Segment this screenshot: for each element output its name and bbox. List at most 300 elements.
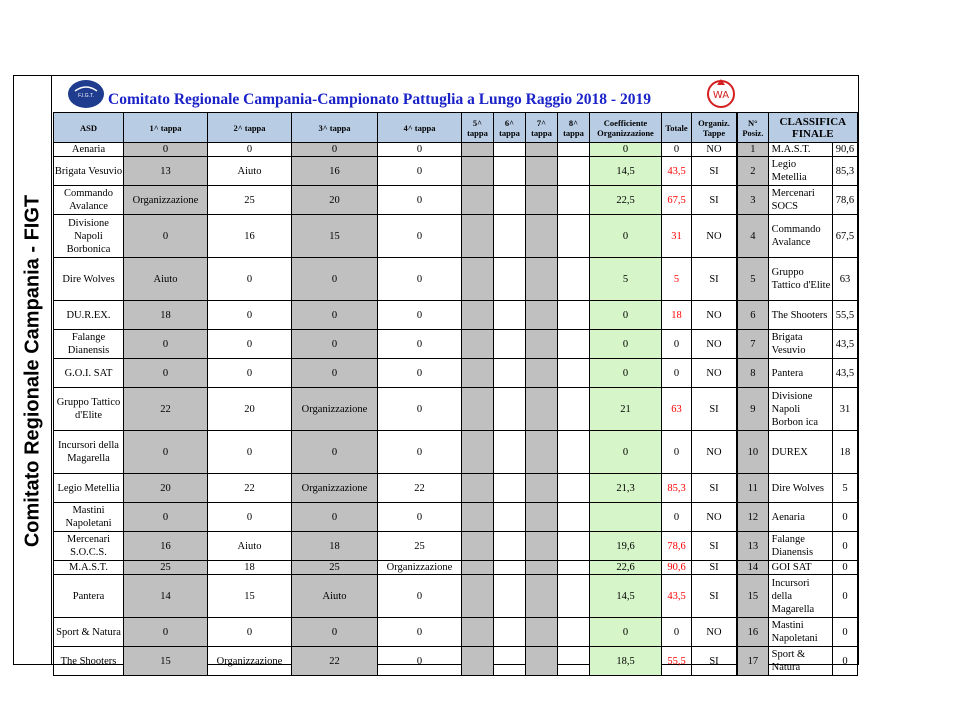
totale-value: 78,6 [662, 532, 692, 561]
tappa-6-score [494, 143, 526, 157]
tappa-4-score: 0 [378, 503, 462, 532]
team-row [54, 186, 737, 215]
tappa-8-score [558, 143, 590, 157]
tappa-1-score: 18 [124, 301, 208, 330]
totale-value: 67,5 [662, 186, 692, 215]
col-tappa-5: 5^ tappa [462, 113, 494, 143]
team-row [54, 647, 737, 676]
standings-sheet [13, 75, 859, 673]
tappa-4-score: 0 [378, 143, 462, 157]
ranking-team: The Shooters [768, 301, 832, 330]
ranking-team: Mercenari SOCS [768, 186, 832, 215]
tappa-5-score [462, 618, 494, 647]
tappa-3-score: 0 [292, 330, 378, 359]
ranking-score: 18 [832, 431, 857, 474]
tappa-6-score [494, 330, 526, 359]
coefficiente-value: 0 [590, 330, 662, 359]
ranking-score: 67,5 [832, 215, 857, 258]
emblem-text: WA [712, 90, 730, 101]
organiz-value: NO [692, 330, 737, 359]
ranking-row [738, 215, 858, 258]
tappa-7-score [526, 330, 558, 359]
ranking-score: 90,6 [832, 143, 857, 157]
side-panel [14, 76, 52, 664]
tappa-8-score [558, 330, 590, 359]
team-row [54, 618, 737, 647]
tappa-1-score: 20 [124, 474, 208, 503]
tappa-2-score: 15 [208, 575, 292, 618]
tappa-3-score: 0 [292, 503, 378, 532]
tappa-4-score: 0 [378, 431, 462, 474]
tappa-2-score: Aiuto [208, 157, 292, 186]
ranking-position: 17 [738, 647, 769, 676]
team-name: Pantera [54, 575, 124, 618]
team-row [54, 157, 737, 186]
tappa-5-score [462, 186, 494, 215]
ranking-position: 1 [738, 143, 769, 157]
ranking-score: 31 [832, 388, 857, 431]
tappa-3-score: Organizzazione [292, 388, 378, 431]
tappa-7-score [526, 301, 558, 330]
tappa-5-score [462, 301, 494, 330]
ranking-position: 4 [738, 215, 769, 258]
ranking-score: 43,5 [832, 330, 857, 359]
ranking-row [738, 532, 858, 561]
totale-value: 43,5 [662, 575, 692, 618]
tappa-5-score [462, 561, 494, 575]
team-row [54, 330, 737, 359]
ranking-position: 2 [738, 157, 769, 186]
tappa-4-score: 0 [378, 157, 462, 186]
tappa-7-score [526, 258, 558, 301]
tappa-7-score [526, 532, 558, 561]
ranking-team: Commando Avalance [768, 215, 832, 258]
ranking-body [738, 143, 858, 676]
tappa-1-score: 0 [124, 215, 208, 258]
ranking-score: 5 [832, 474, 857, 503]
team-name: Mastini Napoletani [54, 503, 124, 532]
totale-value: 0 [662, 431, 692, 474]
team-name: Dire Wolves [54, 258, 124, 301]
tappa-6-score [494, 431, 526, 474]
tappa-4-score: 0 [378, 330, 462, 359]
tappa-4-score: 0 [378, 301, 462, 330]
tappa-1-score: Organizzazione [124, 186, 208, 215]
coefficiente-value: 0 [590, 431, 662, 474]
ranking-score: 0 [832, 532, 857, 561]
tappa-3-score: 0 [292, 143, 378, 157]
ranking-score: 0 [832, 647, 857, 676]
tappa-3-score: 0 [292, 258, 378, 301]
totale-value: 31 [662, 215, 692, 258]
tappa-6-score [494, 157, 526, 186]
ranking-position: 11 [738, 474, 769, 503]
organiz-value: SI [692, 186, 737, 215]
team-row [54, 431, 737, 474]
ranking-row [738, 330, 858, 359]
coefficiente-value [590, 503, 662, 532]
ranking-team: GOI SAT [768, 561, 832, 575]
ranking-score: 0 [832, 561, 857, 575]
organiz-value: NO [692, 431, 737, 474]
ranking-position: 14 [738, 561, 769, 575]
col-coefficiente: Coefficiente Organizzazione [590, 113, 662, 143]
tappa-4-score: 0 [378, 186, 462, 215]
tappa-1-score: 0 [124, 503, 208, 532]
team-name: Sport & Natura [54, 618, 124, 647]
tappa-3-score: 20 [292, 186, 378, 215]
ranking-team: Aenaria [768, 503, 832, 532]
tappa-6-score [494, 503, 526, 532]
ranking-table [737, 112, 858, 676]
tappa-3-score: 0 [292, 431, 378, 474]
tappa-7-score [526, 157, 558, 186]
tappa-4-score: 0 [378, 618, 462, 647]
ranking-team: Legio Metellia [768, 157, 832, 186]
totale-value: 0 [662, 503, 692, 532]
tappa-6-score [494, 258, 526, 301]
col-tappa-7: 7^ tappa [526, 113, 558, 143]
tappa-1-score: 0 [124, 431, 208, 474]
tappa-5-score [462, 575, 494, 618]
tappa-5-score [462, 157, 494, 186]
totale-value: 5 [662, 258, 692, 301]
tappa-4-score: 0 [378, 258, 462, 301]
tappa-4-score: 25 [378, 532, 462, 561]
tappa-8-score [558, 532, 590, 561]
organiz-value: SI [692, 575, 737, 618]
ranking-team: Sport & Natura [768, 647, 832, 676]
tappa-8-score [558, 474, 590, 503]
col-asd: ASD [54, 113, 124, 143]
ranking-score: 78,6 [832, 186, 857, 215]
coefficiente-value: 0 [590, 143, 662, 157]
club-emblem-icon [706, 77, 736, 109]
ranking-position: 3 [738, 186, 769, 215]
stages-body [54, 143, 737, 676]
tappa-1-score: 0 [124, 359, 208, 388]
ranking-team: Falange Dianensis [768, 532, 832, 561]
tappa-5-score [462, 215, 494, 258]
tappa-6-score [494, 575, 526, 618]
col-classifica: CLASSIFICA FINALE [768, 113, 857, 143]
ranking-team: Gruppo Tattico d'Elite [768, 258, 832, 301]
tappa-5-score [462, 388, 494, 431]
tappa-2-score: 25 [208, 186, 292, 215]
team-name: Falange Dianensis [54, 330, 124, 359]
tappa-6-score [494, 561, 526, 575]
team-row [54, 301, 737, 330]
ranking-score: 0 [832, 503, 857, 532]
col-totale: Totale [662, 113, 692, 143]
organiz-value: NO [692, 301, 737, 330]
tappa-4-score: 0 [378, 575, 462, 618]
ranking-row [738, 301, 858, 330]
ranking-row [738, 474, 858, 503]
tappa-4-score: 0 [378, 647, 462, 676]
tappa-8-score [558, 431, 590, 474]
coefficiente-value: 0 [590, 215, 662, 258]
col-tappa-6: 6^ tappa [494, 113, 526, 143]
totale-value: 0 [662, 359, 692, 388]
team-name: G.O.I. SAT [54, 359, 124, 388]
team-name: DU.R.EX. [54, 301, 124, 330]
tappa-8-score [558, 503, 590, 532]
organiz-value: SI [692, 561, 737, 575]
tappa-1-score: 0 [124, 618, 208, 647]
team-row [54, 561, 737, 575]
coefficiente-value: 5 [590, 258, 662, 301]
ranking-header-row [738, 113, 858, 143]
ranking-team: M.A.S.T. [768, 143, 832, 157]
tappa-4-score: Organizzazione [378, 561, 462, 575]
col-organiz: Organiz. Tappe [692, 113, 737, 143]
tappa-8-score [558, 258, 590, 301]
tappa-3-score: 25 [292, 561, 378, 575]
ranking-position: 16 [738, 618, 769, 647]
col-tappa-2: 2^ tappa [208, 113, 292, 143]
ranking-position: 10 [738, 431, 769, 474]
tappa-3-score: 0 [292, 301, 378, 330]
tappa-3-score: Aiuto [292, 575, 378, 618]
figt-logo-icon [67, 79, 105, 109]
team-name: Legio Metellia [54, 474, 124, 503]
tappa-5-score [462, 532, 494, 561]
team-row [54, 474, 737, 503]
ranking-row [738, 618, 858, 647]
tappa-5-score [462, 503, 494, 532]
tappa-2-score: 0 [208, 301, 292, 330]
coefficiente-value: 22,6 [590, 561, 662, 575]
side-label: Comitato Regionale Campania - FIGT [21, 194, 44, 548]
tappa-5-score [462, 330, 494, 359]
tappa-6-score [494, 301, 526, 330]
tappa-5-score [462, 431, 494, 474]
tappa-3-score: 15 [292, 215, 378, 258]
totale-value: 0 [662, 330, 692, 359]
tappa-3-score: 22 [292, 647, 378, 676]
ranking-position: 7 [738, 330, 769, 359]
ranking-team: Divisione Napoli Borbon ica [768, 388, 832, 431]
totale-value: 90,6 [662, 561, 692, 575]
title-bar [53, 76, 859, 112]
organiz-value: NO [692, 503, 737, 532]
ranking-row [738, 157, 858, 186]
tappa-8-score [558, 388, 590, 431]
col-tappa-1: 1^ tappa [124, 113, 208, 143]
organiz-value: SI [692, 388, 737, 431]
tappa-2-score: 18 [208, 561, 292, 575]
tappa-2-score: 16 [208, 215, 292, 258]
ranking-row [738, 503, 858, 532]
tappa-2-score: 0 [208, 431, 292, 474]
tappa-7-score [526, 618, 558, 647]
tappa-6-score [494, 359, 526, 388]
team-row [54, 258, 737, 301]
ranking-row [738, 359, 858, 388]
tappa-3-score: 0 [292, 618, 378, 647]
tappa-8-score [558, 359, 590, 388]
tappa-7-score [526, 561, 558, 575]
team-row [54, 388, 737, 431]
tappa-5-score [462, 258, 494, 301]
team-name: Mercenari S.O.C.S. [54, 532, 124, 561]
tappa-1-score: 16 [124, 532, 208, 561]
tappa-2-score: 0 [208, 359, 292, 388]
tappa-6-score [494, 215, 526, 258]
team-row [54, 359, 737, 388]
tappa-1-score: 14 [124, 575, 208, 618]
tappa-1-score: Aiuto [124, 258, 208, 301]
ranking-row [738, 186, 858, 215]
totale-value: 0 [662, 618, 692, 647]
organiz-value: SI [692, 647, 737, 676]
team-name: Brigata Vesuvio [54, 157, 124, 186]
totale-value: 18 [662, 301, 692, 330]
tappa-5-score [462, 143, 494, 157]
ranking-row [738, 647, 858, 676]
tappa-8-score [558, 647, 590, 676]
tappa-6-score [494, 388, 526, 431]
coefficiente-value: 22,5 [590, 186, 662, 215]
tappa-2-score: 0 [208, 143, 292, 157]
tappa-1-score: 0 [124, 143, 208, 157]
tappa-2-score: 0 [208, 258, 292, 301]
ranking-team: Pantera [768, 359, 832, 388]
tappa-8-score [558, 301, 590, 330]
ranking-score: 0 [832, 575, 857, 618]
tappa-6-score [494, 618, 526, 647]
team-row [54, 215, 737, 258]
col-tappa-4: 4^ tappa [378, 113, 462, 143]
tappa-8-score [558, 561, 590, 575]
ranking-position: 6 [738, 301, 769, 330]
tappa-7-score [526, 474, 558, 503]
col-tappa-3: 3^ tappa [292, 113, 378, 143]
organiz-value: NO [692, 215, 737, 258]
ranking-score: 55,5 [832, 301, 857, 330]
team-row [54, 143, 737, 157]
ranking-score: 63 [832, 258, 857, 301]
tappa-7-score [526, 503, 558, 532]
coefficiente-value: 18,5 [590, 647, 662, 676]
team-name: Commando Avalance [54, 186, 124, 215]
ranking-team: Dire Wolves [768, 474, 832, 503]
team-row [54, 575, 737, 618]
team-name: Gruppo Tattico d'Elite [54, 388, 124, 431]
organiz-value: NO [692, 143, 737, 157]
tappa-6-score [494, 532, 526, 561]
ranking-score: 43,5 [832, 359, 857, 388]
tappa-7-score [526, 215, 558, 258]
tappa-2-score: 0 [208, 618, 292, 647]
team-name: Incursori della Magarella [54, 431, 124, 474]
coefficiente-value: 21 [590, 388, 662, 431]
totale-value: 85,3 [662, 474, 692, 503]
tappa-7-score [526, 143, 558, 157]
ranking-score: 85,3 [832, 157, 857, 186]
organiz-value: NO [692, 618, 737, 647]
tappa-2-score: Organizzazione [208, 647, 292, 676]
tappa-4-score: 0 [378, 388, 462, 431]
coefficiente-value: 0 [590, 301, 662, 330]
coefficiente-value: 21,3 [590, 474, 662, 503]
tappa-8-score [558, 157, 590, 186]
tappa-7-score [526, 359, 558, 388]
col-tappa-8: 8^ tappa [558, 113, 590, 143]
ranking-position: 15 [738, 575, 769, 618]
tappa-3-score: 16 [292, 157, 378, 186]
ranking-position: 8 [738, 359, 769, 388]
tappa-6-score [494, 647, 526, 676]
tappa-7-score [526, 388, 558, 431]
team-name: Divisione Napoli Borbonica [54, 215, 124, 258]
tappa-1-score: 0 [124, 330, 208, 359]
tappa-1-score: 25 [124, 561, 208, 575]
coefficiente-value: 19,6 [590, 532, 662, 561]
tappa-8-score [558, 186, 590, 215]
ranking-position: 5 [738, 258, 769, 301]
tappa-5-score [462, 359, 494, 388]
organiz-value: SI [692, 157, 737, 186]
coefficiente-value: 14,5 [590, 157, 662, 186]
team-name: Aenaria [54, 143, 124, 157]
coefficiente-value: 14,5 [590, 575, 662, 618]
coefficiente-value: 0 [590, 618, 662, 647]
organiz-value: SI [692, 532, 737, 561]
totale-value: 63 [662, 388, 692, 431]
ranking-team: Mastini Napoletani [768, 618, 832, 647]
tappa-6-score [494, 186, 526, 215]
ranking-position: 12 [738, 503, 769, 532]
organiz-value: NO [692, 359, 737, 388]
team-row [54, 503, 737, 532]
stages-table [53, 112, 737, 676]
tappa-8-score [558, 215, 590, 258]
tappa-5-score [462, 647, 494, 676]
tappa-7-score [526, 647, 558, 676]
stages-header-row [54, 113, 737, 143]
tappa-5-score [462, 474, 494, 503]
tappa-2-score: Aiuto [208, 532, 292, 561]
tappa-4-score: 0 [378, 215, 462, 258]
tappa-8-score [558, 575, 590, 618]
tappa-3-score: 0 [292, 359, 378, 388]
coefficiente-value: 0 [590, 359, 662, 388]
tappa-2-score: 0 [208, 503, 292, 532]
page-title: Comitato Regionale Campania-Campionato Pattuglia a Lungo Raggio 2018 - 2019 [108, 91, 651, 108]
tappa-3-score: 18 [292, 532, 378, 561]
team-row [54, 532, 737, 561]
tappa-1-score: 15 [124, 647, 208, 676]
totale-value: 55,5 [662, 647, 692, 676]
tappa-7-score [526, 575, 558, 618]
totale-value: 0 [662, 143, 692, 157]
ranking-row [738, 388, 858, 431]
tappa-1-score: 22 [124, 388, 208, 431]
tappa-4-score: 0 [378, 359, 462, 388]
tappa-2-score: 22 [208, 474, 292, 503]
ranking-row [738, 575, 858, 618]
ranking-score: 0 [832, 618, 857, 647]
tappa-3-score: Organizzazione [292, 474, 378, 503]
organiz-value: SI [692, 258, 737, 301]
ranking-row [738, 431, 858, 474]
ranking-team: DUREX [768, 431, 832, 474]
tappa-7-score [526, 186, 558, 215]
ranking-row [738, 143, 858, 157]
ranking-position: 13 [738, 532, 769, 561]
